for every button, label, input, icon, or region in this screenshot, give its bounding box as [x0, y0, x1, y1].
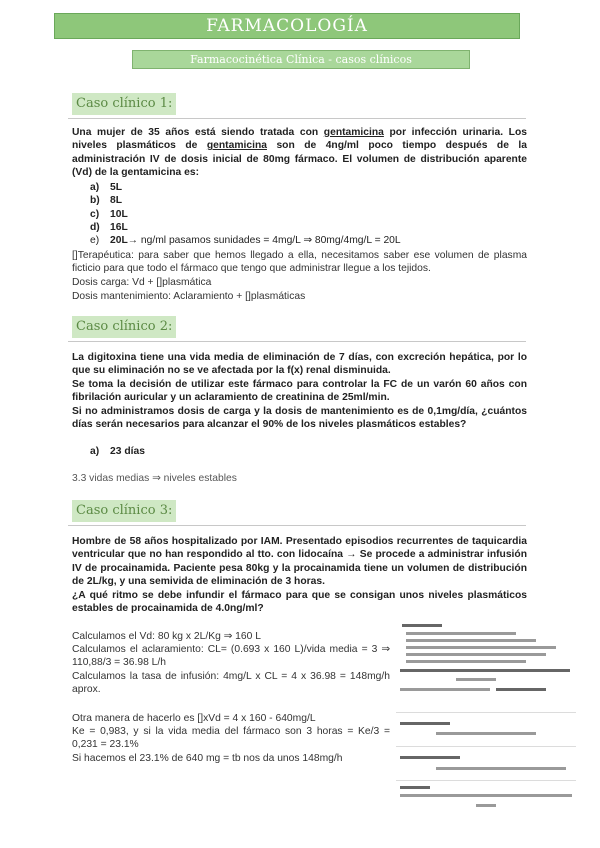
case1-explanation: []Terapéutica: para saber que hemos llegado a ella, necesitamos saber ese volumen de plasma ficticio para que todo el fármaco que tengo que administrar llegue a los tejidos.	[72, 250, 527, 275]
case3-paragraph-2: ¿A qué ritmo se debe infundir el fármaco para que se consigan unos niveles plasmáticos estables de procainamida de 4.0ng/ml?	[72, 590, 527, 615]
page-title: FARMACOLOGÍA	[54, 13, 520, 39]
case3-alt-1: Otra manera de hacerlo es []xVd = 4 x 160 - 640mg/L	[72, 713, 316, 724]
option-d: d) 16L	[90, 221, 128, 233]
case3-divider	[68, 525, 526, 526]
case1-maintenance-dose: Dosis mantenimiento: Aclaramiento + []plasmáticas	[72, 291, 306, 302]
case1-loading-dose: Dosis carga: Vd + []plasmática	[72, 277, 212, 288]
drug-name: gentamicina	[323, 127, 384, 138]
case2-heading: Caso clínico 2:	[72, 316, 176, 338]
case2-note: 3.3 vidas medias ⇒ niveles estables	[72, 473, 237, 484]
case3-calc-vd: Calculamos el Vd: 80 kg x 2L/Kg ⇒ 160 L	[72, 631, 261, 642]
case3-calc-cl: Calculamos el aclaramiento: CL= (0.693 x 160 L)/vida media = 3 ⇒ 110,88/3 = 36.98 L/h	[72, 644, 390, 669]
case2-paragraph-3: Si no administramos dosis de carga y la dosis de mantenimiento es de 0,1mg/día, ¿cuántos días serán necesarios para alcanzar el 90% de los niveles plasmáticos estables?	[72, 406, 527, 431]
option-e-answer: e) 20L→ ng/ml pasamos sunidades = 4mg/L ⇒ 80mg/4mg/L = 20L	[90, 235, 401, 247]
case2-paragraph-2: Se toma la decisión de utilizar este fármaco para controlar la FC de un varón 60 años con fibrilación auricular y un aclaramiento de creatinina de 25ml/min.	[72, 379, 527, 404]
case3-alt-3: Si hacemos el 23.1% de 640 mg = tb nos da unos 148mg/h	[72, 753, 343, 764]
case1-question: Una mujer de 35 años está siendo tratada con gentamicina por infección urinaria. Los niveles plasmáticos de gentamicina son de 4ng/ml poco tiempo después de la administración IV de dosis inicial de 80mg fármaco. El volumen de distribución aparente (Vd) de la gentamicina es:	[72, 127, 527, 178]
case3-alt-2: Ke = 0,983, y si la vida media del fármaco son 3 horas = Ke/3 = 0,231 = 23.1%	[72, 726, 390, 751]
case3-paragraph-1: Hombre de 58 años hospitalizado por IAM. Presentado episodios recurrentes de taquicardia ventricular que no han respondido al tto. con lidocaína → Se procede a administrar infusión IV de procainamida. Paciente pesa 80kg y la procainamida tiene un volumen de distribución de 2L/kg, y una semivida de eliminación de 3 horas.	[72, 536, 527, 587]
case2-answer: a) 23 días	[90, 446, 145, 457]
case2-divider	[68, 341, 526, 342]
option-c: c) 10L	[90, 208, 128, 220]
case1-options	[72, 181, 545, 247]
case3-heading: Caso clínico 3:	[72, 500, 176, 522]
case1-heading: Caso clínico 1:	[72, 93, 176, 115]
case3-calc-infusion: Calculamos la tasa de infusión: 4mg/L x CL = 4 x 36.98 = 148mg/h aprox.	[72, 671, 390, 696]
drug-name: gentamicina	[206, 140, 267, 152]
page-subtitle: Farmacocinética Clínica - casos clínicos	[132, 50, 470, 69]
case2-paragraph-1: La digitoxina tiene una vida media de eliminación de 7 días, con excreción hepática, por lo que su eliminación no se ve afectada por la f(x) renal disminuida.	[72, 352, 527, 377]
option-a: a) 5L	[90, 182, 123, 193]
option-b: b) 8L	[90, 195, 123, 207]
case1-divider	[68, 118, 526, 119]
formula-screenshot-image	[396, 622, 576, 812]
